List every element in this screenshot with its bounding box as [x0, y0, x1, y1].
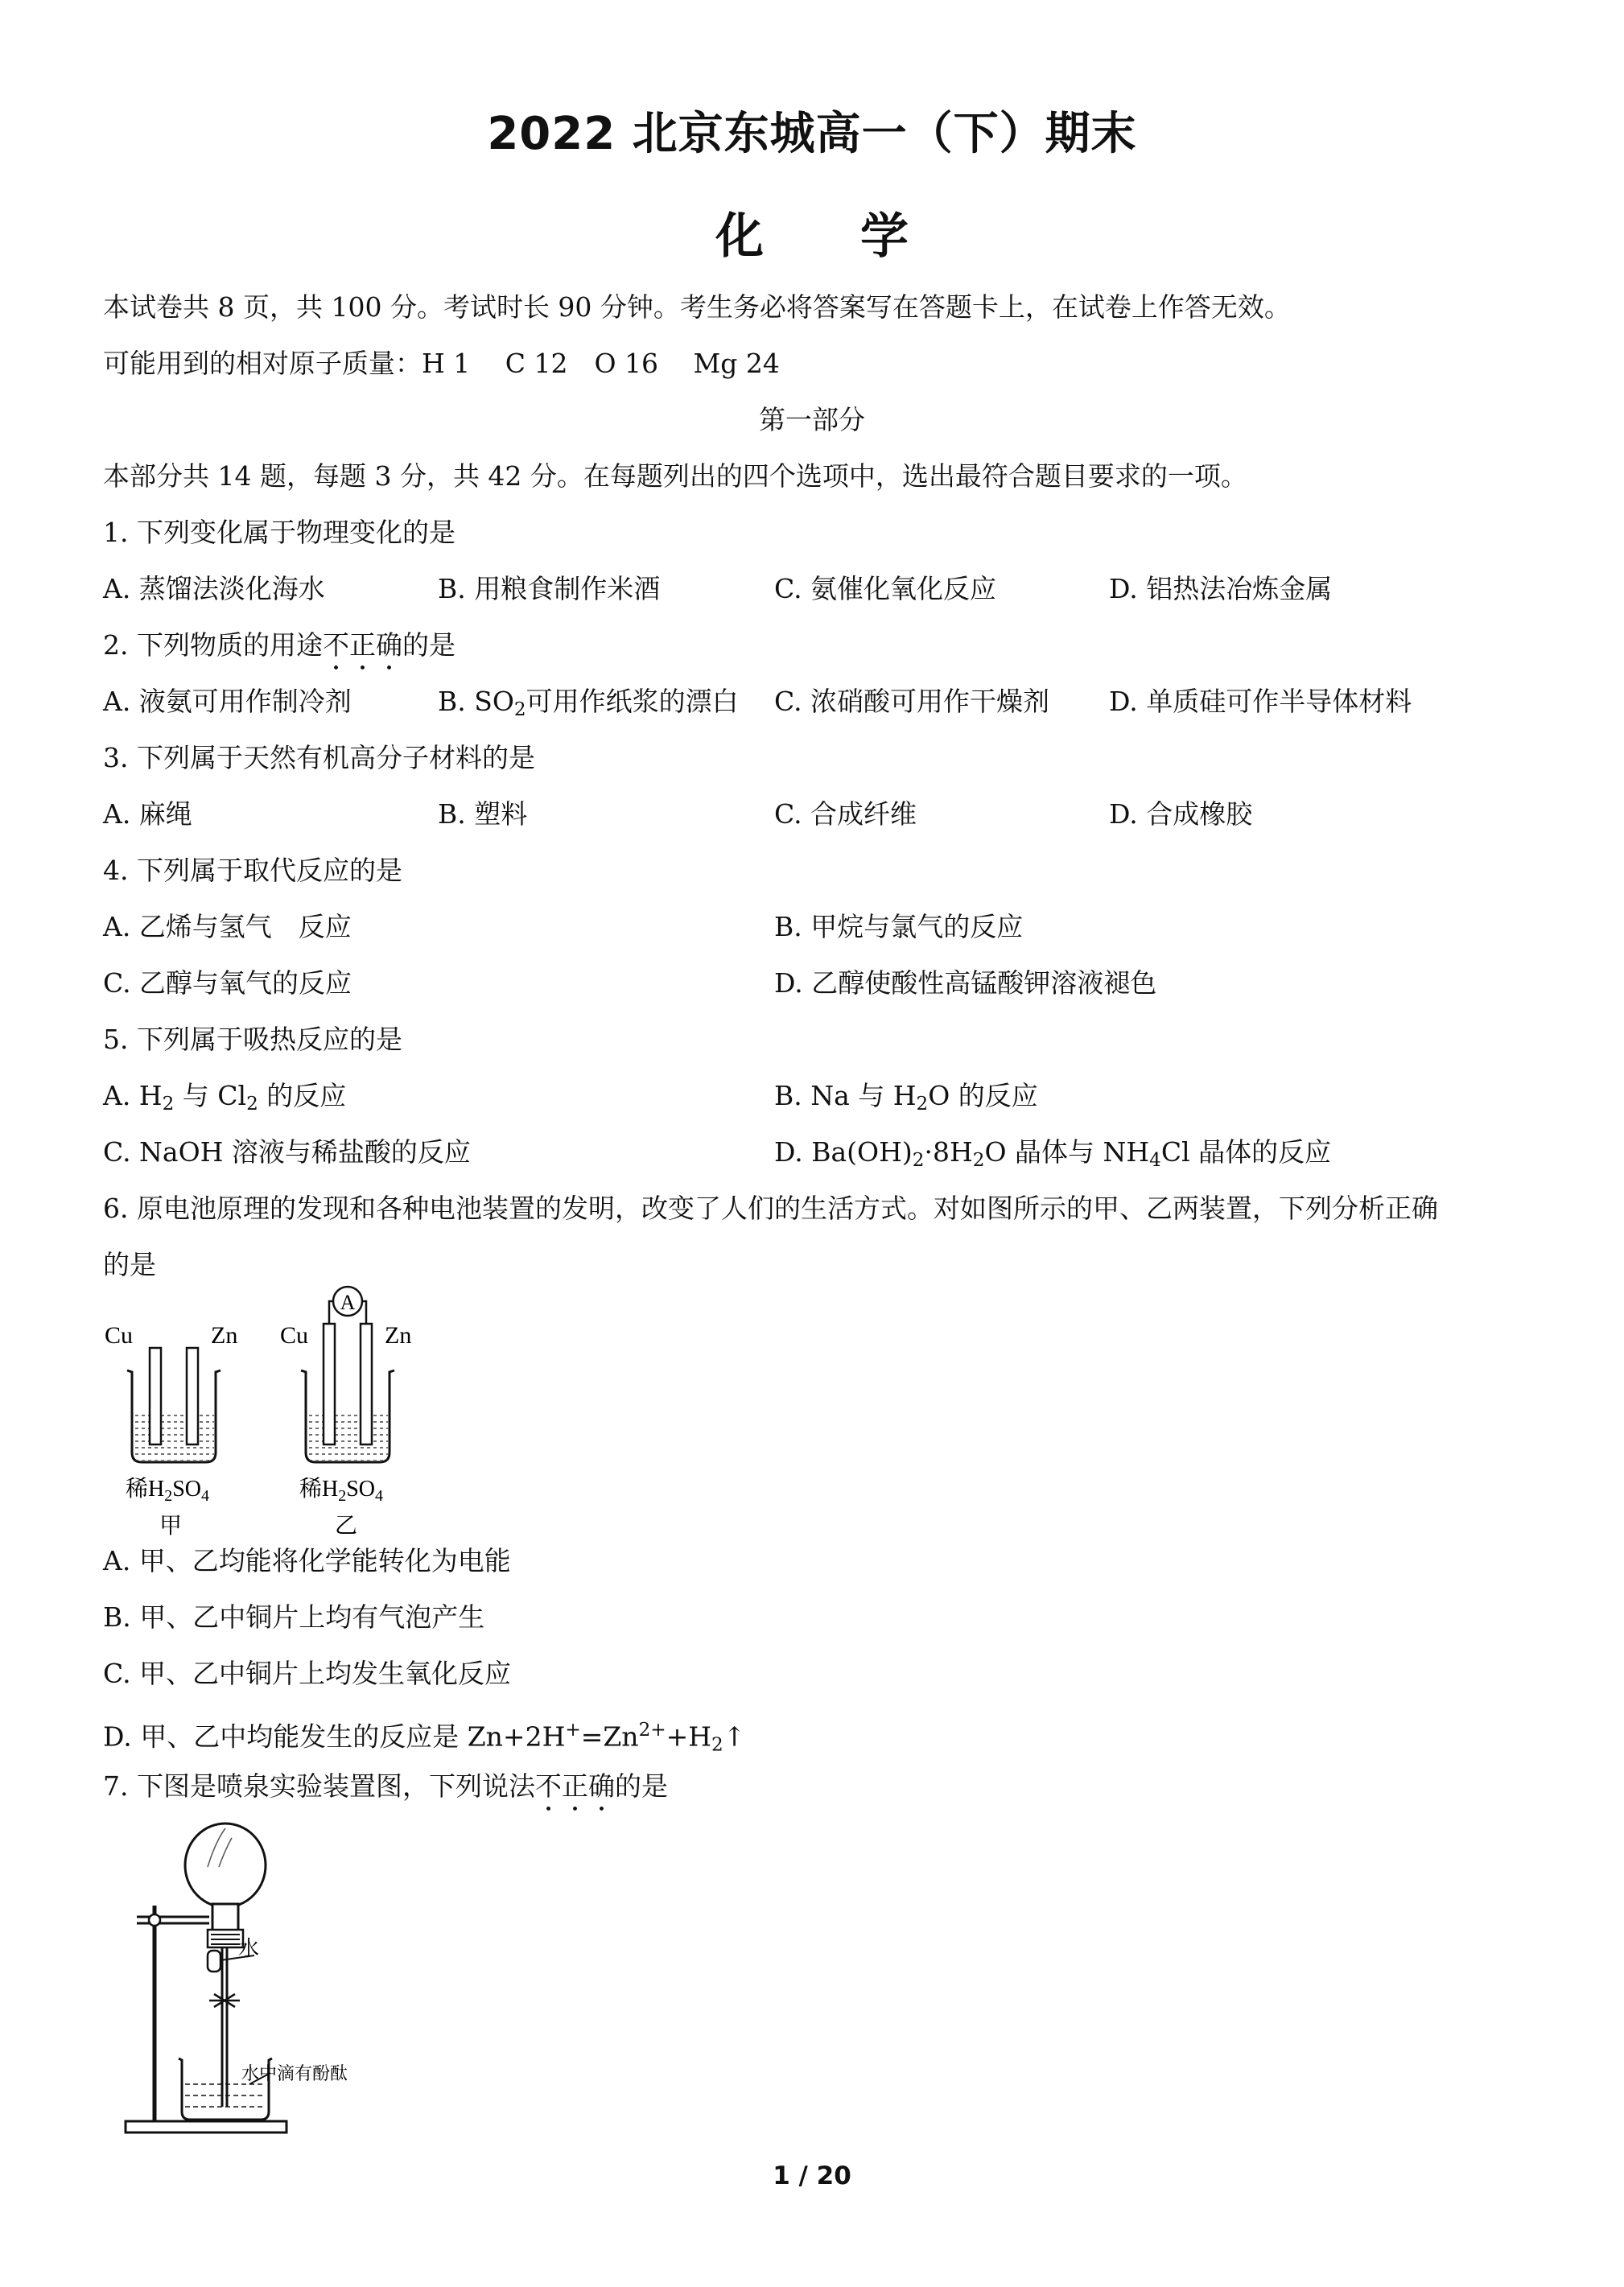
q3-option-b: B. 塑料 [438, 798, 528, 830]
subject-char-1: 化 [715, 208, 764, 265]
q6-stem-line-1: 6. 原电池原理的发现和各种电池装置的发明，改变了人们的生活方式。对如图所示的甲、乙两装置，下列分析正确 [103, 1193, 1438, 1224]
page-title: 2022 北京东城高一（下）期末 [487, 108, 1137, 160]
beaker-jia [127, 1348, 221, 1462]
label-jia: 甲 [159, 1514, 183, 1539]
q1-option-c: C. 氨催化氧化反应 [774, 573, 997, 604]
zinc-electrode-yi [361, 1324, 372, 1444]
beaker-yi [301, 1287, 394, 1462]
q3-stem: 3. 下列属于天然有机高分子材料的是 [103, 742, 535, 773]
galvanic-cell-figure [97, 1284, 451, 1541]
subject-char-2: 学 [860, 208, 909, 265]
q5-option-b: B. Na 与 $H_2O$ 的反应 [774, 1080, 1038, 1115]
q2-option-d: D. 单质硅可作半导体材料 [1109, 686, 1412, 717]
q1-option-d: D. 铝热法冶炼金属 [1109, 573, 1333, 604]
q7-stem: 7. 下图是喷泉实验装置图，下列说法不正确的是 [103, 1770, 668, 1802]
fountain-apparatus-figure [113, 1817, 435, 2139]
q4-option-a: A. 乙烯与氢气 反应 [103, 911, 352, 942]
q3-option-a: A. 麻绳 [103, 798, 192, 830]
q4-stem: 4. 下列属于取代反应的是 [103, 855, 402, 886]
stand-base [126, 2121, 286, 2132]
part-instructions: 本部分共 14 题，每题 3 分，共 42 分。在每题列出的四个选项中，选出最符合题目要求的一项。 [103, 460, 1247, 492]
q6-option-d: D. 甲、乙中均能发生的反应是 $Zn+2H^+=Zn^{2+}+H_2↑$ [103, 1720, 746, 1756]
label-zn-jia: Zn [211, 1322, 238, 1349]
label-yi: 乙 [335, 1514, 358, 1539]
beaker-label: 水中滴有酚酞 [241, 2063, 348, 2083]
part-title: 第一部分 [759, 404, 865, 435]
q1-option-a: A. 蒸馏法淡化海水 [103, 573, 325, 604]
q2-option-a: A. 液氨可用作制冷剂 [103, 686, 352, 717]
intro-line-1: 本试卷共 8 页，共 100 分。考试时长 90 分钟。考生务必将答案写在答题卡上，在试卷上作答无效。 [103, 291, 1291, 323]
q2-option-c: C. 浓硝酸可用作干燥剂 [774, 686, 1050, 717]
q6-option-a: A. 甲、乙均能将化学能转化为电能 [103, 1545, 511, 1576]
q6-stem-line-2: 的是 [103, 1249, 156, 1280]
dropper [208, 1951, 221, 1972]
q3-option-c: C. 合成纤维 [774, 798, 917, 830]
q1-option-b: B. 用粮食制作米酒 [438, 573, 661, 604]
flask-neck [212, 1904, 238, 1931]
round-flask [185, 1823, 266, 1907]
q5-option-d: D. $Ba(OH)_2\cdot 8H_2O$ 晶体与 $NH_4Cl$ 晶体的反应 [774, 1136, 1332, 1171]
pinch-clamp [209, 1994, 240, 2007]
q2-emphasis: 不正确 [322, 629, 402, 661]
copper-electrode-yi [324, 1324, 335, 1444]
q5-option-c: C. NaOH 溶液与稀盐酸的反应 [103, 1136, 471, 1168]
acid-label-jia: 稀$H_2SO_4$ [126, 1477, 210, 1505]
zinc-electrode-jia [187, 1348, 198, 1444]
q4-option-d: D. 乙醇使酸性高锰酸钾溶液褪色 [774, 967, 1157, 999]
intro-line-2: 可能用到的相对原子质量：H 1 C 12 O 16 Mg 24 [103, 348, 780, 379]
q4-option-b: B. 甲烷与氯气的反应 [774, 911, 1024, 942]
copper-electrode-jia [150, 1348, 161, 1444]
q6-option-b: B. 甲、乙中铜片上均有气泡产生 [103, 1601, 485, 1633]
q5-option-a: A. $H_2$ 与 $Cl_2$ 的反应 [103, 1080, 347, 1115]
q2-option-b: B. $SO_2$可用作纸浆的漂白 [438, 686, 739, 720]
q6-option-c: C. 甲、乙中铜片上均发生氧化反应 [103, 1658, 512, 1689]
label-cu-jia: Cu [105, 1322, 134, 1349]
ammeter-label: A [340, 1291, 356, 1314]
water-label: 水 [238, 1937, 260, 1960]
subject-heading [0, 198, 1624, 267]
q5-stem: 5. 下列属于吸热反应的是 [103, 1024, 402, 1055]
q3-option-d: D. 合成橡胶 [1109, 798, 1253, 830]
page-number: 1 / 20 [773, 2161, 851, 2190]
q4-option-c: C. 乙醇与氧气的反应 [103, 967, 352, 999]
q2-stem: 2. 下列物质的用途不正确的是 [103, 629, 455, 661]
label-cu-yi: Cu [280, 1322, 309, 1349]
q7-emphasis: 不正确 [534, 1770, 615, 1802]
label-zn-yi: Zn [385, 1322, 412, 1349]
q1-stem: 1. 下列变化属于物理变化的是 [103, 517, 455, 548]
acid-label-yi: 稀$H_2SO_4$ [299, 1477, 384, 1505]
